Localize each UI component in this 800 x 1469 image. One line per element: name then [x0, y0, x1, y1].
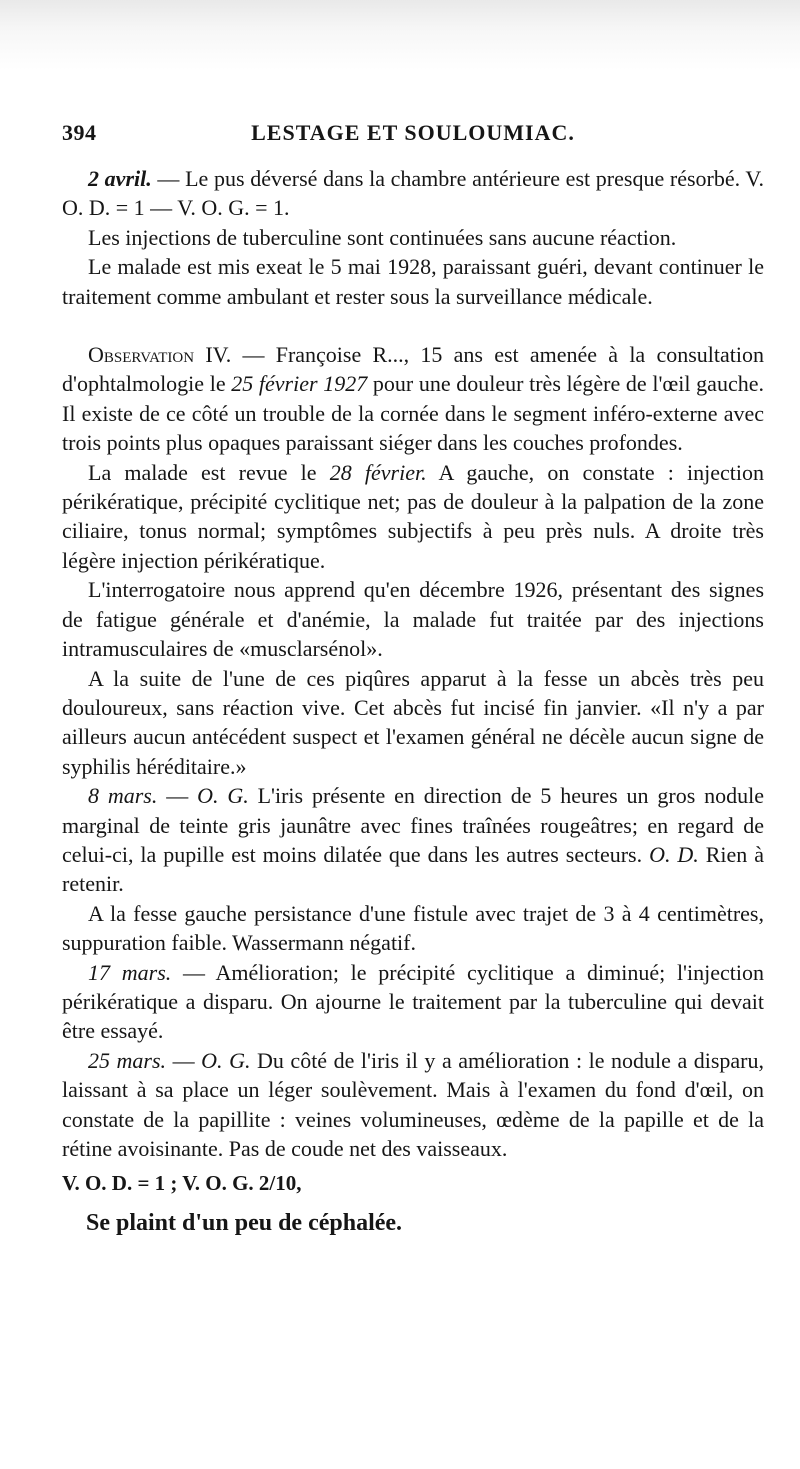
page-edge-shadow: [0, 0, 800, 70]
paragraph-revue: [62, 458, 764, 576]
paragraph-17-mars: [62, 958, 764, 1046]
running-head: LESTAGE ET SOULOUMIAC.: [251, 120, 575, 145]
paragraph-text: L'iris présente en direction de 5 heures un gros nodule marginal de teinte gris jaunâtre avec fines traînées rougeâtres; en regard de celui-ci, la pupille est moins dilatée que dans les autres secteurs.: [62, 783, 765, 867]
date: 8 mars.: [88, 783, 158, 809]
date: 28 février.: [329, 459, 427, 485]
date: 25 février 1927: [231, 371, 368, 397]
paragraph-observation-iv: [62, 340, 764, 458]
paragraph-text: — Le pus déversé dans la chambre antérieure est presque résorbé. V. O. D. = 1 — V. O. G. = 1.: [62, 166, 764, 221]
body-text: [62, 164, 764, 1238]
paragraph-text: —: [157, 783, 198, 809]
paragraph-text: Les injections de tuberculine sont continuées sans aucune réaction.: [88, 224, 677, 250]
visual-acuity-formula: V. O. D. = 1 ; V. O. G. 2/10,: [62, 1171, 302, 1196]
paragraph-8-mars: [62, 781, 764, 899]
complaint-line: Se plaint d'un peu de céphalée.: [86, 1209, 403, 1236]
paragraph-text: L'interrogatoire nous apprend qu'en décembre 1926, présentant des signes de fatigue générale et d'anémie, la malade fut traitée par des injections intramusculaires de «musclarsénol».: [62, 577, 764, 662]
paragraph-interrogatoire: [62, 575, 764, 663]
paragraph-abces: [62, 664, 764, 782]
eye-abbrev: O. G.: [197, 783, 249, 809]
paragraph-exeat: [62, 252, 764, 311]
paragraph-text: — Françoise R..., 15 ans est amenée à la consultation d'ophtalmologie le: [62, 342, 764, 397]
paragraph-text: Le malade est mis exeat le 5 mai 1928, paraissant guéri, devant continuer le traitement comme ambulant et rester sous la surveillance médicale.: [62, 254, 764, 309]
paragraph-text: —: [166, 1047, 202, 1073]
observation-label: Observation IV.: [88, 342, 232, 368]
paragraph-text: — Amélioration; le précipité cyclitique a diminué; l'injection périkératique a disparu. On ajourne le traitement par la tuberculine qui devait être essayé.: [62, 959, 764, 1044]
paragraph-text: Rien à retenir.: [62, 841, 764, 897]
paragraph-text: A la suite de l'une de ces piqûres apparut à la fesse un abcès très peu douloureux, sans réaction vive. Cet abcès fut incisé fin janvier. «Il n'y a par ailleurs aucun antécédent suspect et l'examen général ne décèle aucun signe de syphilis héréditaire.»: [62, 665, 764, 779]
paragraph-text: pour une douleur très légère de l'œil gauche. Il existe de ce côté un trouble de la cornée dans le segment inféro-externe avec trois points plus opaques paraissant siéger dans les couches profondes.: [62, 371, 764, 456]
page-header: [62, 120, 764, 150]
paragraph-text: A gauche, on constate : injection périkératique, précipité cyclitique net; pas de douleur à la palpation de la zone ciliaire, tonus normal; symptômes subjectifs à peu près nuls. A droite très légère injection périkératique.: [62, 459, 764, 573]
date: 2 avril.: [88, 166, 152, 191]
date: 17 mars.: [88, 959, 172, 985]
section-gap: [62, 311, 764, 340]
date: 25 mars.: [88, 1047, 167, 1073]
paragraph-text: Du côté de l'iris il y a amélioration : le nodule a disparu, laissant à sa place un léger soulèvement. Mais à l'examen du fond d'œil, on constate de la papillite : veines volumineuses, œdème de la papille et de la rétine avoisinante. Pas de coude net des vaisseaux.: [62, 1047, 765, 1161]
eye-abbrev: O. G.: [201, 1047, 251, 1073]
paragraph-text: A la fesse gauche persistance d'une fistule avec trajet de 3 à 4 centimètres, suppuration faible. Wassermann négatif.: [62, 900, 764, 956]
page-number: 394: [62, 120, 97, 145]
paragraph-injections: [62, 223, 764, 252]
paragraph-2-avril: [62, 164, 764, 223]
paragraph-fistule: [62, 899, 764, 958]
paragraph-text: La malade est revue le: [88, 459, 330, 485]
paragraph-25-mars: [62, 1046, 764, 1164]
eye-abbrev: O. D.: [649, 841, 699, 867]
